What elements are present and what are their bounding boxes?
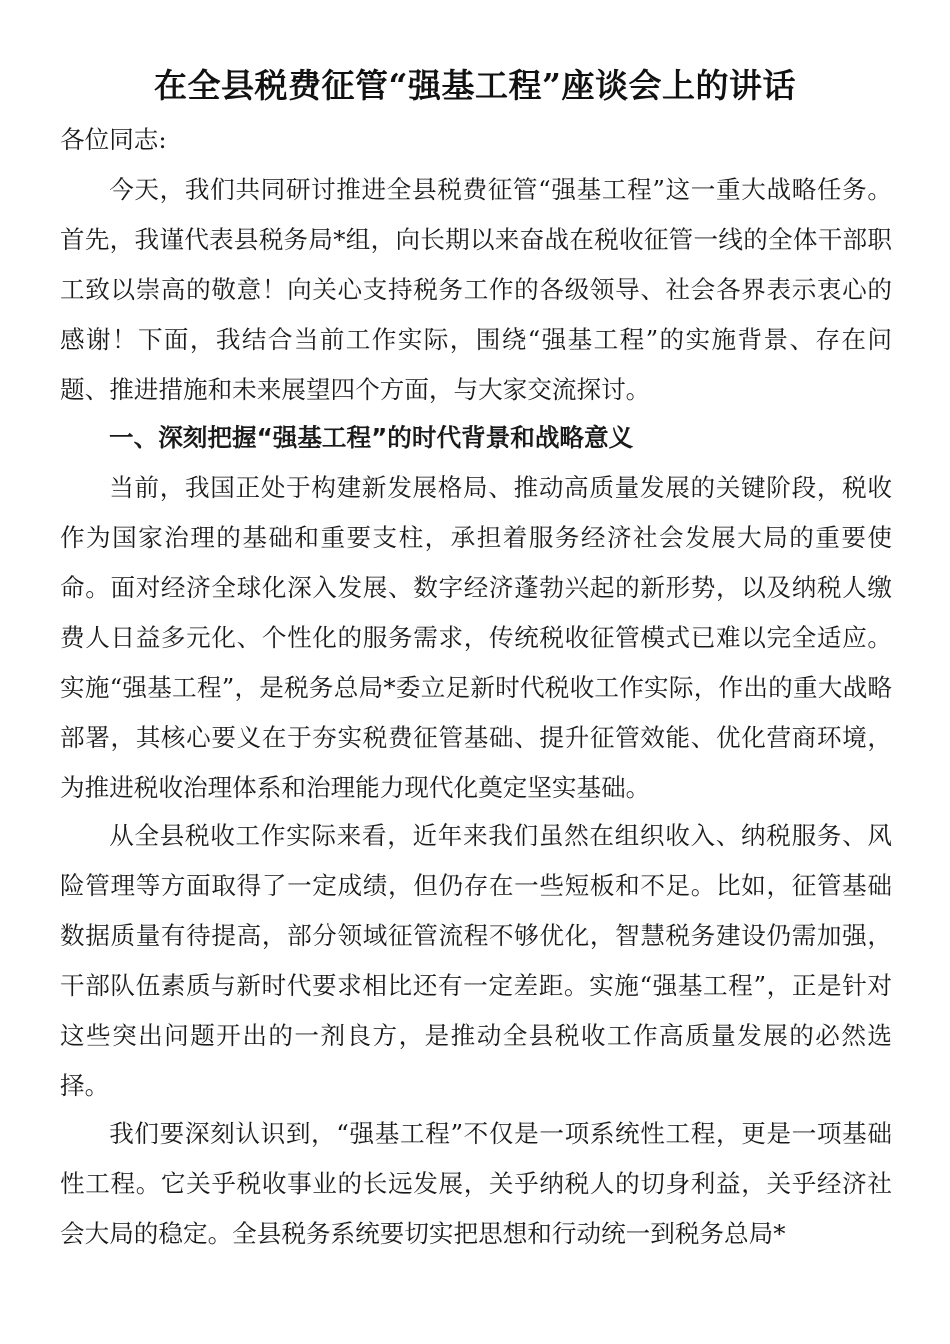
paragraph-understanding (60, 1109, 892, 1259)
paragraph-text: 从全县税收工作实际来看，近年来我们虽然在组织收入、纳税服务、风险管理等方面取得了一定成绩，但仍存在一些短板和不足。比如，征管基础数据质量有待提高，部分领域征管流程不够优化，智慧税务建设仍需加强，干部队伍素质与新时代要求相比还有一定差距。实施“强基工程”，正是针对这些突出问题开出的一剂良方，是推动全县税收工作高质量发展的必然选择。 (60, 821, 892, 1100)
paragraph-current-situation (60, 811, 892, 1111)
paragraph-background (60, 463, 892, 813)
paragraph-intro (60, 165, 892, 415)
section-heading: 一、深刻把握“强基工程”的时代背景和战略意义 (109, 423, 634, 452)
paragraph-text: 我们要深刻认识到，“强基工程”不仅是一项系统性工程，更是一项基础性工程。它关乎税收事业的长远发展，关乎纳税人的切身利益，关乎经济社会大局的稳定。全县税务系统要切实把思想和行动统一到税务总局* (60, 1119, 892, 1248)
salutation: 各位同志: (60, 125, 167, 154)
document-title: 在全县税费征管“强基工程”座谈会上的讲话 (154, 66, 796, 105)
paragraph-text: 今天，我们共同研讨推进全县税费征管“强基工程”这一重大战略任务。首先，我谨代表县税务局*组，向长期以来奋战在税收征管一线的全体干部职工致以崇高的敬意！向关心支持税务工作的各级领导、社会各界表示衷心的感谢！下面，我结合当前工作实际，围绕“强基工程”的实施背景、存在问题、推进措施和未来展望四个方面，与大家交流探讨。 (60, 175, 892, 404)
paragraph-text: 当前，我国正处于构建新发展格局、推动高质量发展的关键阶段，税收作为国家治理的基础和重要支柱，承担着服务经济社会发展大局的重要使命。面对经济全球化深入发展、数字经济蓬勃兴起的新形势，以及纳税人缴费人日益多元化、个性化的服务需求，传统税收征管模式已难以完全适应。实施“强基工程”，是税务总局*委立足新时代税收工作实际，作出的重大战略部署，其核心要义在于夯实税费征管基础、提升征管效能、优化营商环境，为推进税收治理体系和治理能力现代化奠定坚实基础。 (60, 473, 892, 802)
